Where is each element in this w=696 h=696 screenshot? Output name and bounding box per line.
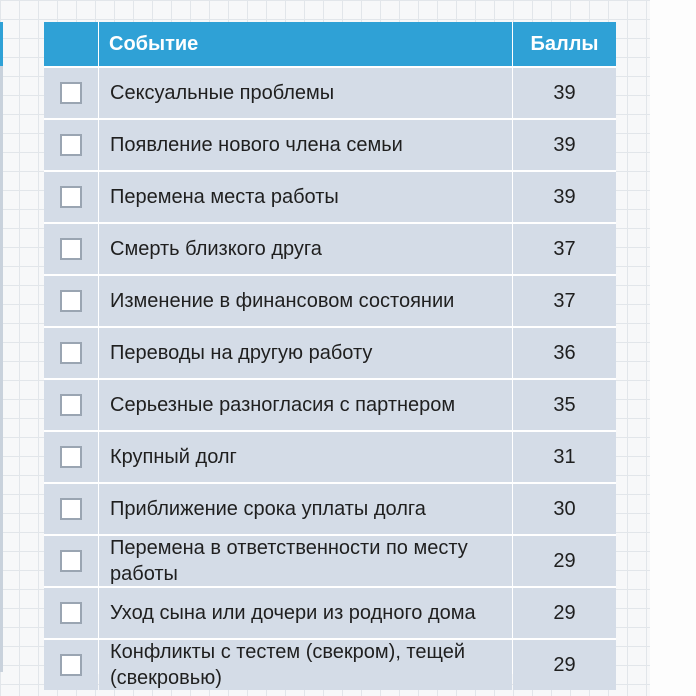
header-score: Баллы [513, 22, 616, 66]
score-cell: 37 [513, 224, 616, 275]
row-checkbox-cell [44, 224, 98, 275]
adjacent-table-edge [0, 22, 3, 672]
row-checkbox-cell [44, 588, 98, 639]
event-cell: Смерть близкого друга [99, 224, 512, 275]
row-checkbox-cell [44, 380, 98, 431]
score-cell: 29 [513, 588, 616, 639]
checkbox[interactable] [60, 238, 82, 260]
row-checkbox-cell [44, 432, 98, 483]
score-cell: 39 [513, 172, 616, 223]
event-cell: Перемена в ответственности по месту работы [99, 536, 512, 587]
score-cell: 35 [513, 380, 616, 431]
checkbox[interactable] [60, 134, 82, 156]
checkbox[interactable] [60, 394, 82, 416]
score-cell: 29 [513, 640, 616, 691]
checkbox[interactable] [60, 186, 82, 208]
row-checkbox-cell [44, 328, 98, 379]
checkbox[interactable] [60, 602, 82, 624]
row-checkbox-cell [44, 172, 98, 223]
score-cell: 30 [513, 484, 616, 535]
header-checkbox-column [44, 22, 98, 66]
checkbox[interactable] [60, 498, 82, 520]
checkbox[interactable] [60, 82, 82, 104]
row-checkbox-cell [44, 120, 98, 171]
score-cell: 39 [513, 68, 616, 119]
checkbox[interactable] [60, 550, 82, 572]
event-cell: Приближение срока уплаты долга [99, 484, 512, 535]
event-cell: Появление нового члена семьи [99, 120, 512, 171]
row-checkbox-cell [44, 536, 98, 587]
page-margin [650, 0, 696, 696]
event-cell: Переводы на другую работу [99, 328, 512, 379]
row-checkbox-cell [44, 640, 98, 691]
event-cell: Сексуальные проблемы [99, 68, 512, 119]
event-cell: Крупный долг [99, 432, 512, 483]
score-cell: 29 [513, 536, 616, 587]
score-cell: 37 [513, 276, 616, 327]
event-cell: Уход сына или дочери из родного дома [99, 588, 512, 639]
score-cell: 36 [513, 328, 616, 379]
header-event: Событие [99, 22, 512, 66]
checkbox[interactable] [60, 290, 82, 312]
event-cell: Серьезные разногласия с партнером [99, 380, 512, 431]
score-cell: 31 [513, 432, 616, 483]
score-cell: 39 [513, 120, 616, 171]
row-checkbox-cell [44, 484, 98, 535]
event-cell: Конфликты с тестем (свекром), тещей (свекровью) [99, 640, 512, 691]
checkbox[interactable] [60, 342, 82, 364]
checkbox[interactable] [60, 446, 82, 468]
row-checkbox-cell [44, 68, 98, 119]
row-checkbox-cell [44, 276, 98, 327]
life-events-table [44, 22, 616, 689]
checkbox[interactable] [60, 654, 82, 676]
event-cell: Изменение в финансовом состоянии [99, 276, 512, 327]
event-cell: Перемена места работы [99, 172, 512, 223]
